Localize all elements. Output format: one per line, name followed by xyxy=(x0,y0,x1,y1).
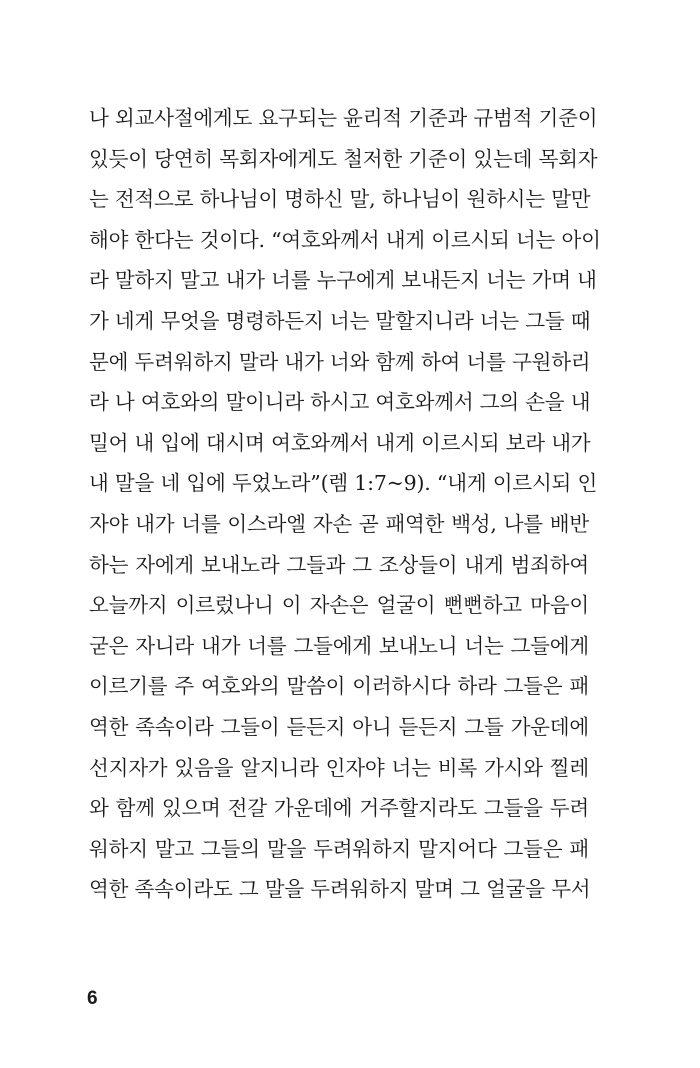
text-line: 오늘까지 이르렀나니 이 자손은 얼굴이 뻔뻔하고 마음이 xyxy=(89,593,589,618)
text-line: 라 나 여호와의 말이니라 하시고 여호와께서 그의 손을 내 xyxy=(89,390,591,415)
text-line: 선지자가 있음을 알지니라 인자야 너는 비록 가시와 찔레 xyxy=(89,755,589,780)
text-line: 있듯이 당연히 목회자에게도 철저한 기준이 있는데 목회자 xyxy=(89,146,598,171)
text-line: 내 말을 네 입에 두었노라”(렘 1:7~9). “내게 이르시되 인 xyxy=(89,471,598,496)
text-line: 는 전적으로 하나님이 명하신 말, 하나님이 원하시는 말만 xyxy=(89,187,591,212)
body-text xyxy=(89,98,601,910)
text-line: 나 외교사절에게도 요구되는 윤리적 기준과 규범적 기준이 xyxy=(89,106,598,130)
text-line: 밀어 내 입에 대시며 여호와께서 내게 이르시되 보라 내가 xyxy=(89,430,591,455)
text-line: 하는 자에게 보내노라 그들과 그 조상들이 내게 범죄하여 xyxy=(89,552,589,577)
text-line: 역한 족속이라 그들이 듣든지 아니 듣든지 그들 가운데에 xyxy=(89,714,589,739)
text-line: 워하지 말고 그들의 말을 두려워하지 말지어다 그들은 패 xyxy=(89,836,589,861)
text-line: 역한 족속이라도 그 말을 두려워하지 말며 그 얼굴을 무서 xyxy=(89,877,591,902)
text-line: 이르기를 주 여호와의 말씀이 이러하시다 하라 그들은 패 xyxy=(89,674,589,699)
text-line: 문에 두려워하지 말라 내가 너와 함께 하여 너를 구원하리 xyxy=(89,349,591,374)
page-number: 6 xyxy=(87,988,98,1009)
text-line: 와 함께 있으며 전갈 가운데에 거주할지라도 그들을 두려 xyxy=(89,796,589,821)
text-line: 해야 한다는 것이다. “여호와께서 내게 이르시되 너는 아이 xyxy=(89,227,601,252)
text-line: 굳은 자니라 내가 너를 그들에게 보내노니 너는 그들에게 xyxy=(89,633,589,658)
text-line: 라 말하지 말고 내가 너를 누구에게 보내든지 너는 가며 내 xyxy=(89,268,597,293)
text-line: 가 네게 무엇을 명령하든지 너는 말할지니라 너는 그들 때 xyxy=(89,308,591,333)
text-line: 자야 내가 너를 이스라엘 자손 곧 패역한 백성, 나를 배반 xyxy=(89,511,589,536)
